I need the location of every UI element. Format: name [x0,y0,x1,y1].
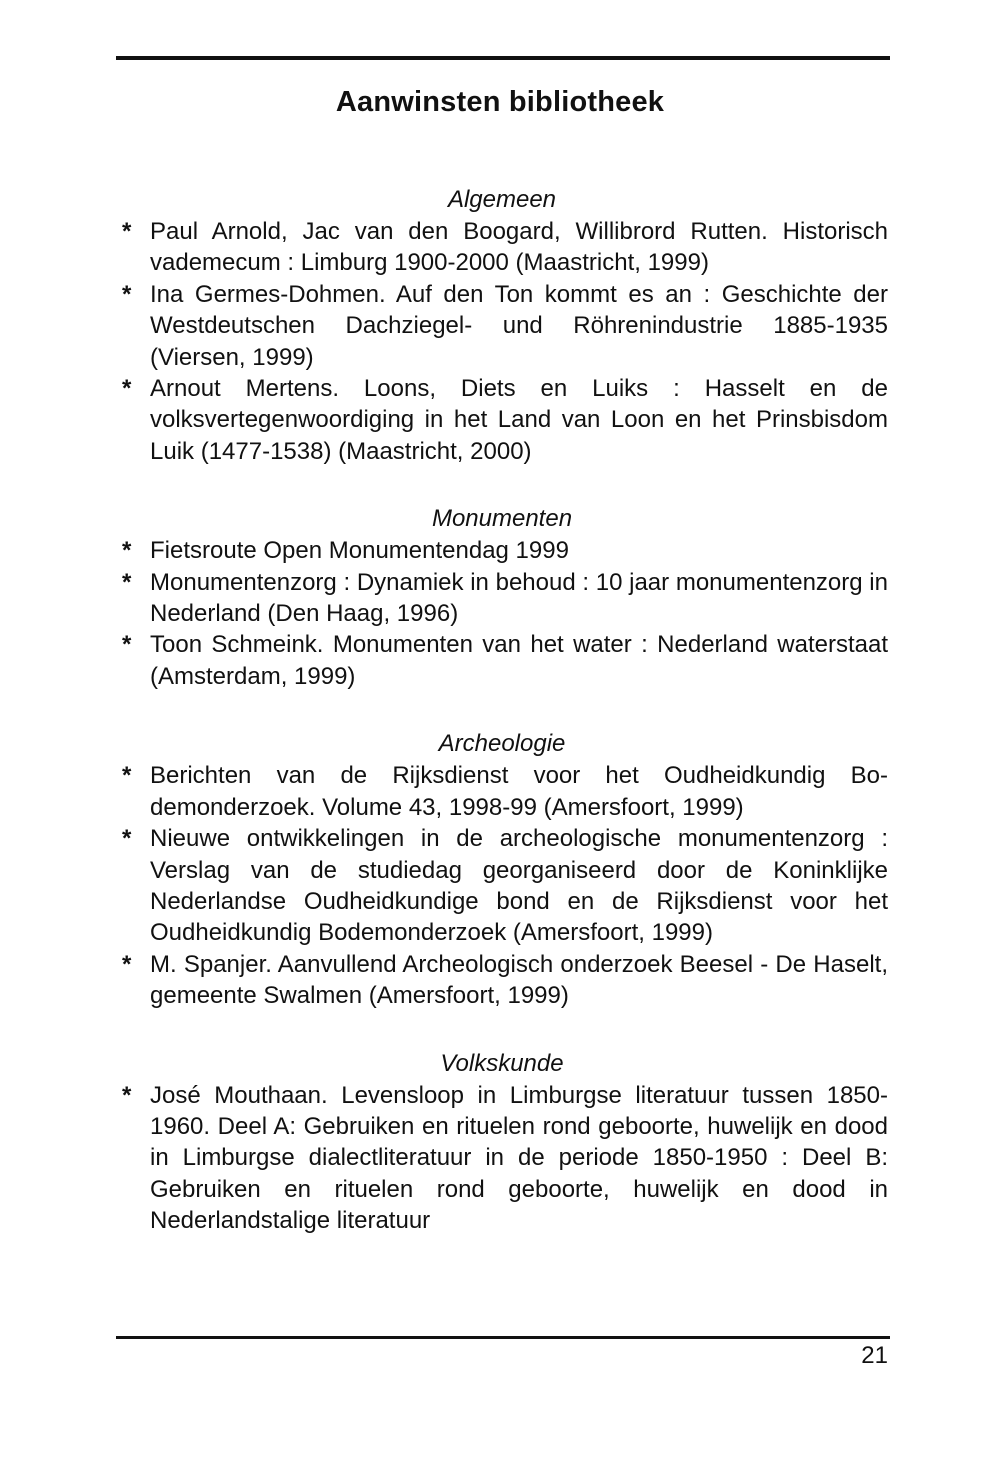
bullet-mark: * [122,537,132,565]
bullet-mark: * [122,280,132,308]
bullet-mark: * [122,1081,132,1109]
section-heading: Volkskunde [440,1049,564,1077]
section-heading: Archeologie [438,730,566,758]
entry-text: José Mouthaan. Levensloop in Limburgse literatuur tussen 1850-1960. Deel A: Gebruiken en rituelen rond geboorte, huwelijk en dood in Limburgse dialectliteratuur in de periode 1850-1950 : Deel B: Gebruiken en rituelen rond geboorte, huwelijk en dood in Nederlandstalige literatuur [150,1081,888,1235]
entry-text: Toon Schmeink. Monumenten van het water : Nederland waterstaat (Amsterdam, 1999) [150,631,888,690]
list-item [116,949,888,1012]
bullet-mark: * [122,950,132,978]
bullet-mark: * [122,218,132,245]
entry-text: Monumentenzorg : Dynamiek in behoud : 10 jaar monumentenzorg in Nederland (Den Haag, 1996) [150,568,888,628]
section-heading: Monumenten [431,505,573,533]
section-algemeen [116,184,888,467]
entry-text: Paul Arnold, Jac van den Boogard, Willibrord Rutten. Historisch vademecum : Limburg 1900-2000 (Maastricht, 1999) [150,218,888,277]
list-item [116,823,888,949]
bottom-rule [116,1336,890,1339]
top-rule [116,56,890,60]
list-item [116,216,888,279]
bullet-mark: * [122,631,132,659]
acquisitions-list [116,184,888,1237]
list-item [116,1080,888,1237]
list-item [116,373,888,467]
bullet-mark: * [122,825,132,853]
entry-list [116,535,888,692]
list-item [116,535,888,566]
entry-text: Ina Germes-Dohmen. Auf den Ton kommt es an : Geschichte der Westdeutschen Dachziegel- und Röhrenindustrie 1885-1935 (Viersen, 1999) [150,280,888,371]
bullet-mark: * [122,762,132,790]
entry-text: Nieuwe ontwikkelingen in de archeologische monumentenzorg : Verslag van de studiedag georganiseerd door de Koninklijke Nederlandse Oudheidkundige bond en de Rijksdienst voor het Oudheidkundig Bodemonderzoek (Amersfoort, 1999) [150,825,888,947]
list-item [116,567,888,630]
list-item [116,760,888,823]
section-heading: Algemeen [447,186,557,213]
entry-list [116,760,888,1011]
bullet-mark: * [122,568,132,596]
entry-text: Fietsroute Open Monumentendag 1999 [150,537,569,565]
entry-text: Arnout Mertens. Loons, Diets en Luiks : Hasselt en de volksvertegenwoordiging in het Land van Loon en het Prinsbisdom Luik (1477-1538) (Maastricht, 2000) [150,375,888,465]
entry-text: Berichten van de Rijksdienst voor het Oudheidkundig Bodemonderzoek. Volume 43, 1998-99 (Amersfoort, 1999) [150,762,888,821]
list-item [116,629,888,692]
section-archeologie [116,728,888,1011]
entry-list [116,216,888,467]
section-monumenten [116,503,888,692]
bullet-mark: * [122,375,132,403]
page-number: 21 [861,1342,888,1369]
section-volkskunde [116,1048,888,1237]
entry-text: M. Spanjer. Aanvullend Archeologisch onderzoek Beesel - De Haselt, gemeente Swalmen (Amersfoort, 1999) [150,950,888,1010]
entry-list [116,1080,888,1237]
list-item [116,279,888,373]
page-title: Aanwinsten bibliotheek [335,86,665,118]
